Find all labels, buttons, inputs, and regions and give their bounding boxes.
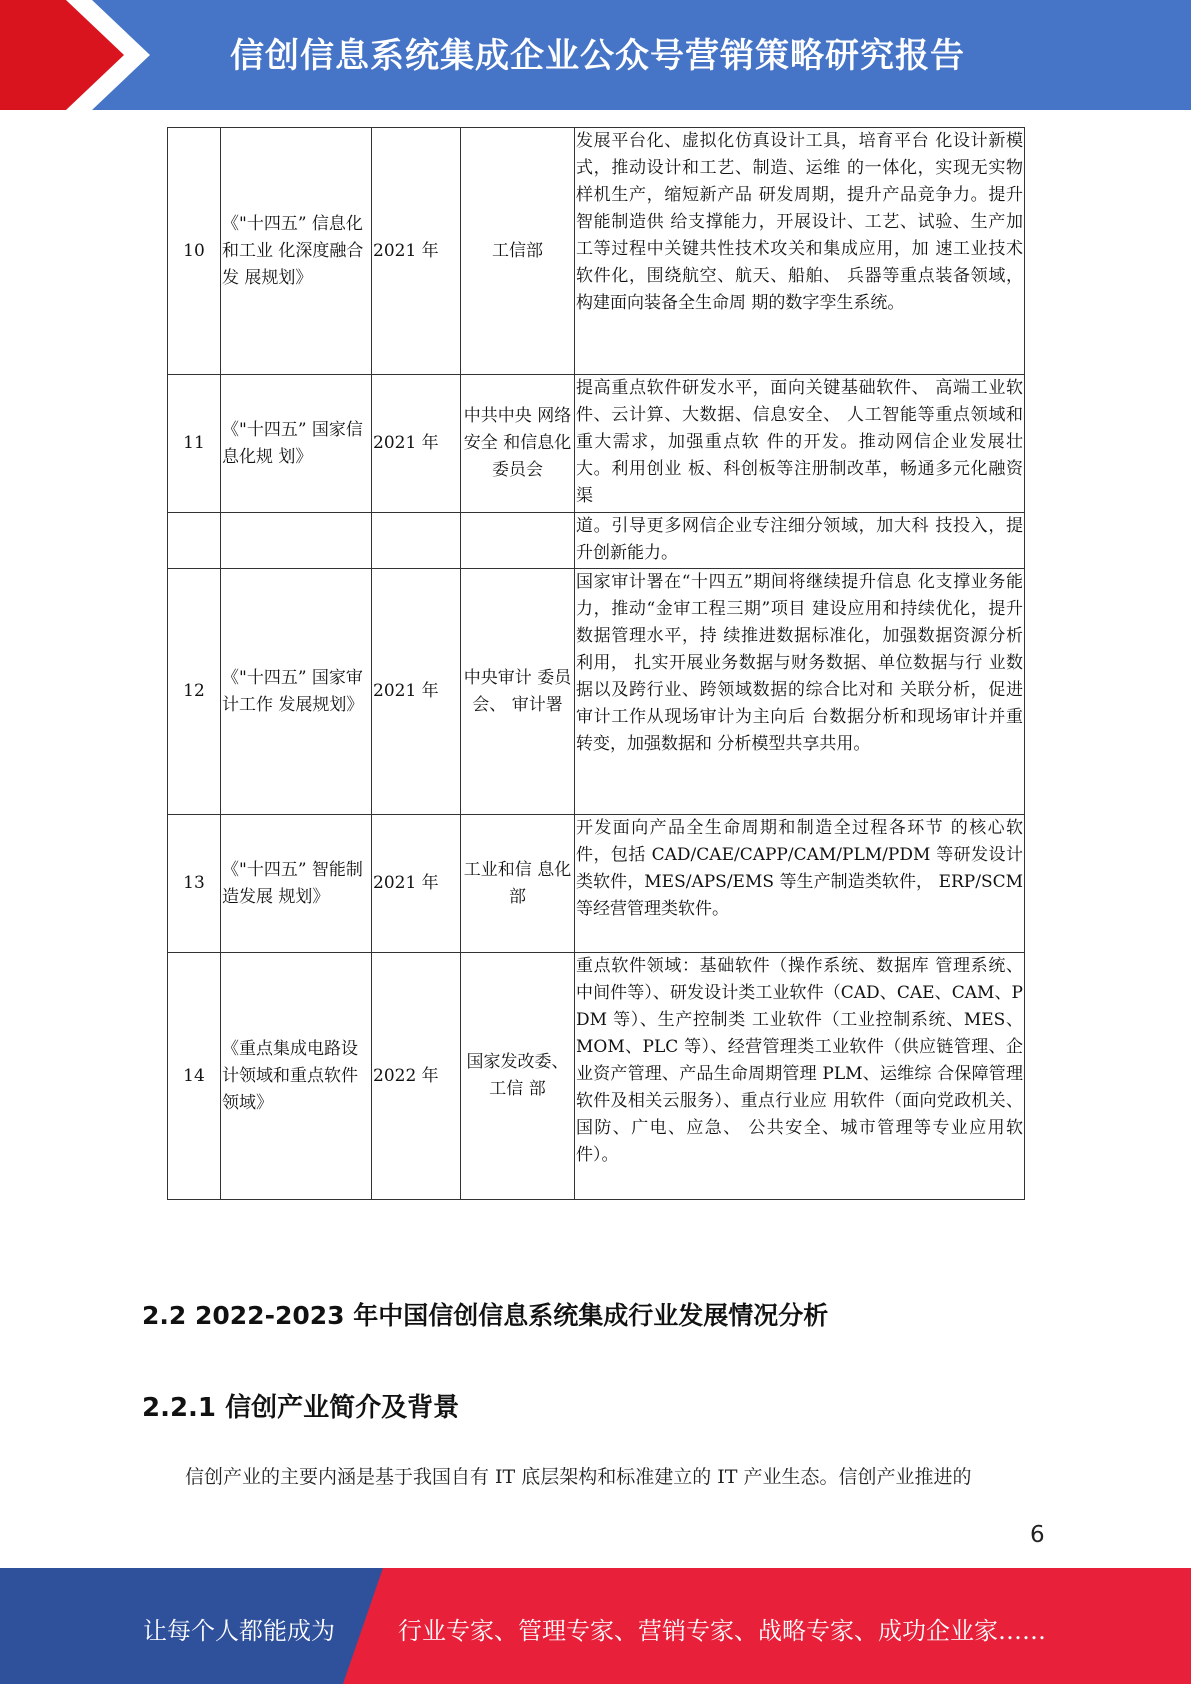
cell-no: 13 (168, 815, 221, 953)
cell-content: 重点软件领域：基础软件（操作系统、数据库 管理系统、中间件等）、研发设计类工业软件（CAD、CAE、CAM、PDM 等）、生产控制类 工业软件（工业控制系统、MES、MOM、PLC 等）、经营管理类工业软件（供应链管理、企 业资产管理、产品生命周期管理 PLM、运维综 合保障管理软件及相关云服务）、重点行业应 用软件（面向党政机关、国防、广电、应急、 公共安全、城市管理等专业应用软件）。 (575, 953, 1025, 1200)
cell-no: 11 (168, 375, 221, 513)
page-header (0, 0, 1191, 110)
table-row (168, 815, 1025, 953)
cell-year (372, 513, 461, 569)
cell-content: 道。引导更多网信企业专注细分领域，加大科 技投入，提升创新能力。 (575, 513, 1025, 569)
cell-policy-name: 《"十四五” 国家信息化规 划》 (221, 375, 372, 513)
cell-no (168, 513, 221, 569)
cell-issuer: 工信部 (461, 128, 575, 375)
cell-issuer (461, 513, 575, 569)
cell-year: 2022 年 (372, 953, 461, 1200)
cell-no: 14 (168, 953, 221, 1200)
cell-year: 2021 年 (372, 128, 461, 375)
cell-content: 开发面向产品全生命周期和制造全过程各环节 的核心软件，包括 CAD/CAE/CAPP/CAM/PLM/PDM 等研发设计 类软件，MES/APS/EMS 等生产制造类软件， ERP/SCM 等经营管理类软件。 (575, 815, 1025, 953)
cell-year: 2021 年 (372, 375, 461, 513)
cell-policy-name: 《"十四五” 国家审计工作 发展规划》 (221, 569, 372, 815)
cell-content: 提高重点软件研发水平，面向关键基础软件、 高端工业软件、云计算、大数据、信息安全、 人工智能等重点领域和重大需求，加强重点软 件的开发。推动网信企业发展壮大。利用创业 板、科创板等注册制改革，畅通多元化融资渠 (575, 375, 1025, 513)
cell-policy-name: 《"十四五” 智能制造发展 规划》 (221, 815, 372, 953)
report-title: 信创信息系统集成企业公众号营销策略研究报告 (230, 36, 965, 76)
page-footer (0, 1568, 1191, 1684)
section-heading-2-2-1: 2.2.1 信创产业简介及背景 (142, 1393, 460, 1423)
page-number: 6 (1030, 1522, 1045, 1548)
cell-policy-name: 《重点集成电路设计领域和重点软件领域》 (221, 953, 372, 1200)
cell-no: 10 (168, 128, 221, 375)
section-heading-2-2: 2.2 2022-2023 年中国信创信息系统集成行业发展情况分析 (142, 1301, 829, 1330)
cell-policy-name (221, 513, 372, 569)
table-row (168, 513, 1025, 569)
table-row (168, 953, 1025, 1200)
cell-year: 2021 年 (372, 569, 461, 815)
table-row (168, 128, 1025, 375)
cell-issuer: 中央审计 委员会、 审计署 (461, 569, 575, 815)
cell-content: 国家审计署在“十四五”期间将继续提升信息 化支撑业务能力，推动“金审工程三期”项目 建设应用和持续优化，提升数据管理水平，持 续推进数据标准化，加强数据资源分析利用， 扎实开展业务数据与财务数据、单位数据与行 业数据以及跨行业、跨领域数据的综合比对和 关联分析，促进审计工作从现场审计为主向后 台数据分析和现场审计并重转变，加强数据和 分析模型共享共用。 (575, 569, 1025, 815)
cell-issuer: 工业和信 息化部 (461, 815, 575, 953)
cell-policy-name: 《"十四五” 信息化和工业 化深度融合发 展规划》 (221, 128, 372, 375)
body-paragraph: 信创产业的主要内涵是基于我国自有 IT 底层架构和标准建立的 IT 产业生态。信创产业推进的 (185, 1466, 972, 1488)
policy-table (167, 127, 1025, 1200)
cell-no: 12 (168, 569, 221, 815)
table-row (168, 569, 1025, 815)
footer-slogan-left: 让每个人都能成为 (143, 1617, 335, 1645)
footer-slogan-right: 行业专家、管理专家、营销专家、战略专家、成功企业家…… (398, 1617, 1046, 1645)
cell-issuer: 国家发改委、工信 部 (461, 953, 575, 1200)
header-chevron-decoration (0, 0, 150, 110)
table-row (168, 375, 1025, 513)
cell-issuer: 中共中央 网络安全 和信息化 委员会 (461, 375, 575, 513)
cell-year: 2021 年 (372, 815, 461, 953)
cell-content: 发展平台化、虚拟化仿真设计工具，培育平台 化设计新模式，推动设计和工艺、制造、运维 的一体化，实现无实物样机生产，缩短新产品 研发周期，提升产品竞争力。提升智能制造供 给支撑能力，开展设计、工艺、试验、生产加 工等过程中关键共性技术攻关和集成应用，加 速工业技术软件化，围绕航空、航天、船舶、 兵器等重点装备领域，构建面向装备全生命周 期的数字孪生系统。 (575, 128, 1025, 375)
